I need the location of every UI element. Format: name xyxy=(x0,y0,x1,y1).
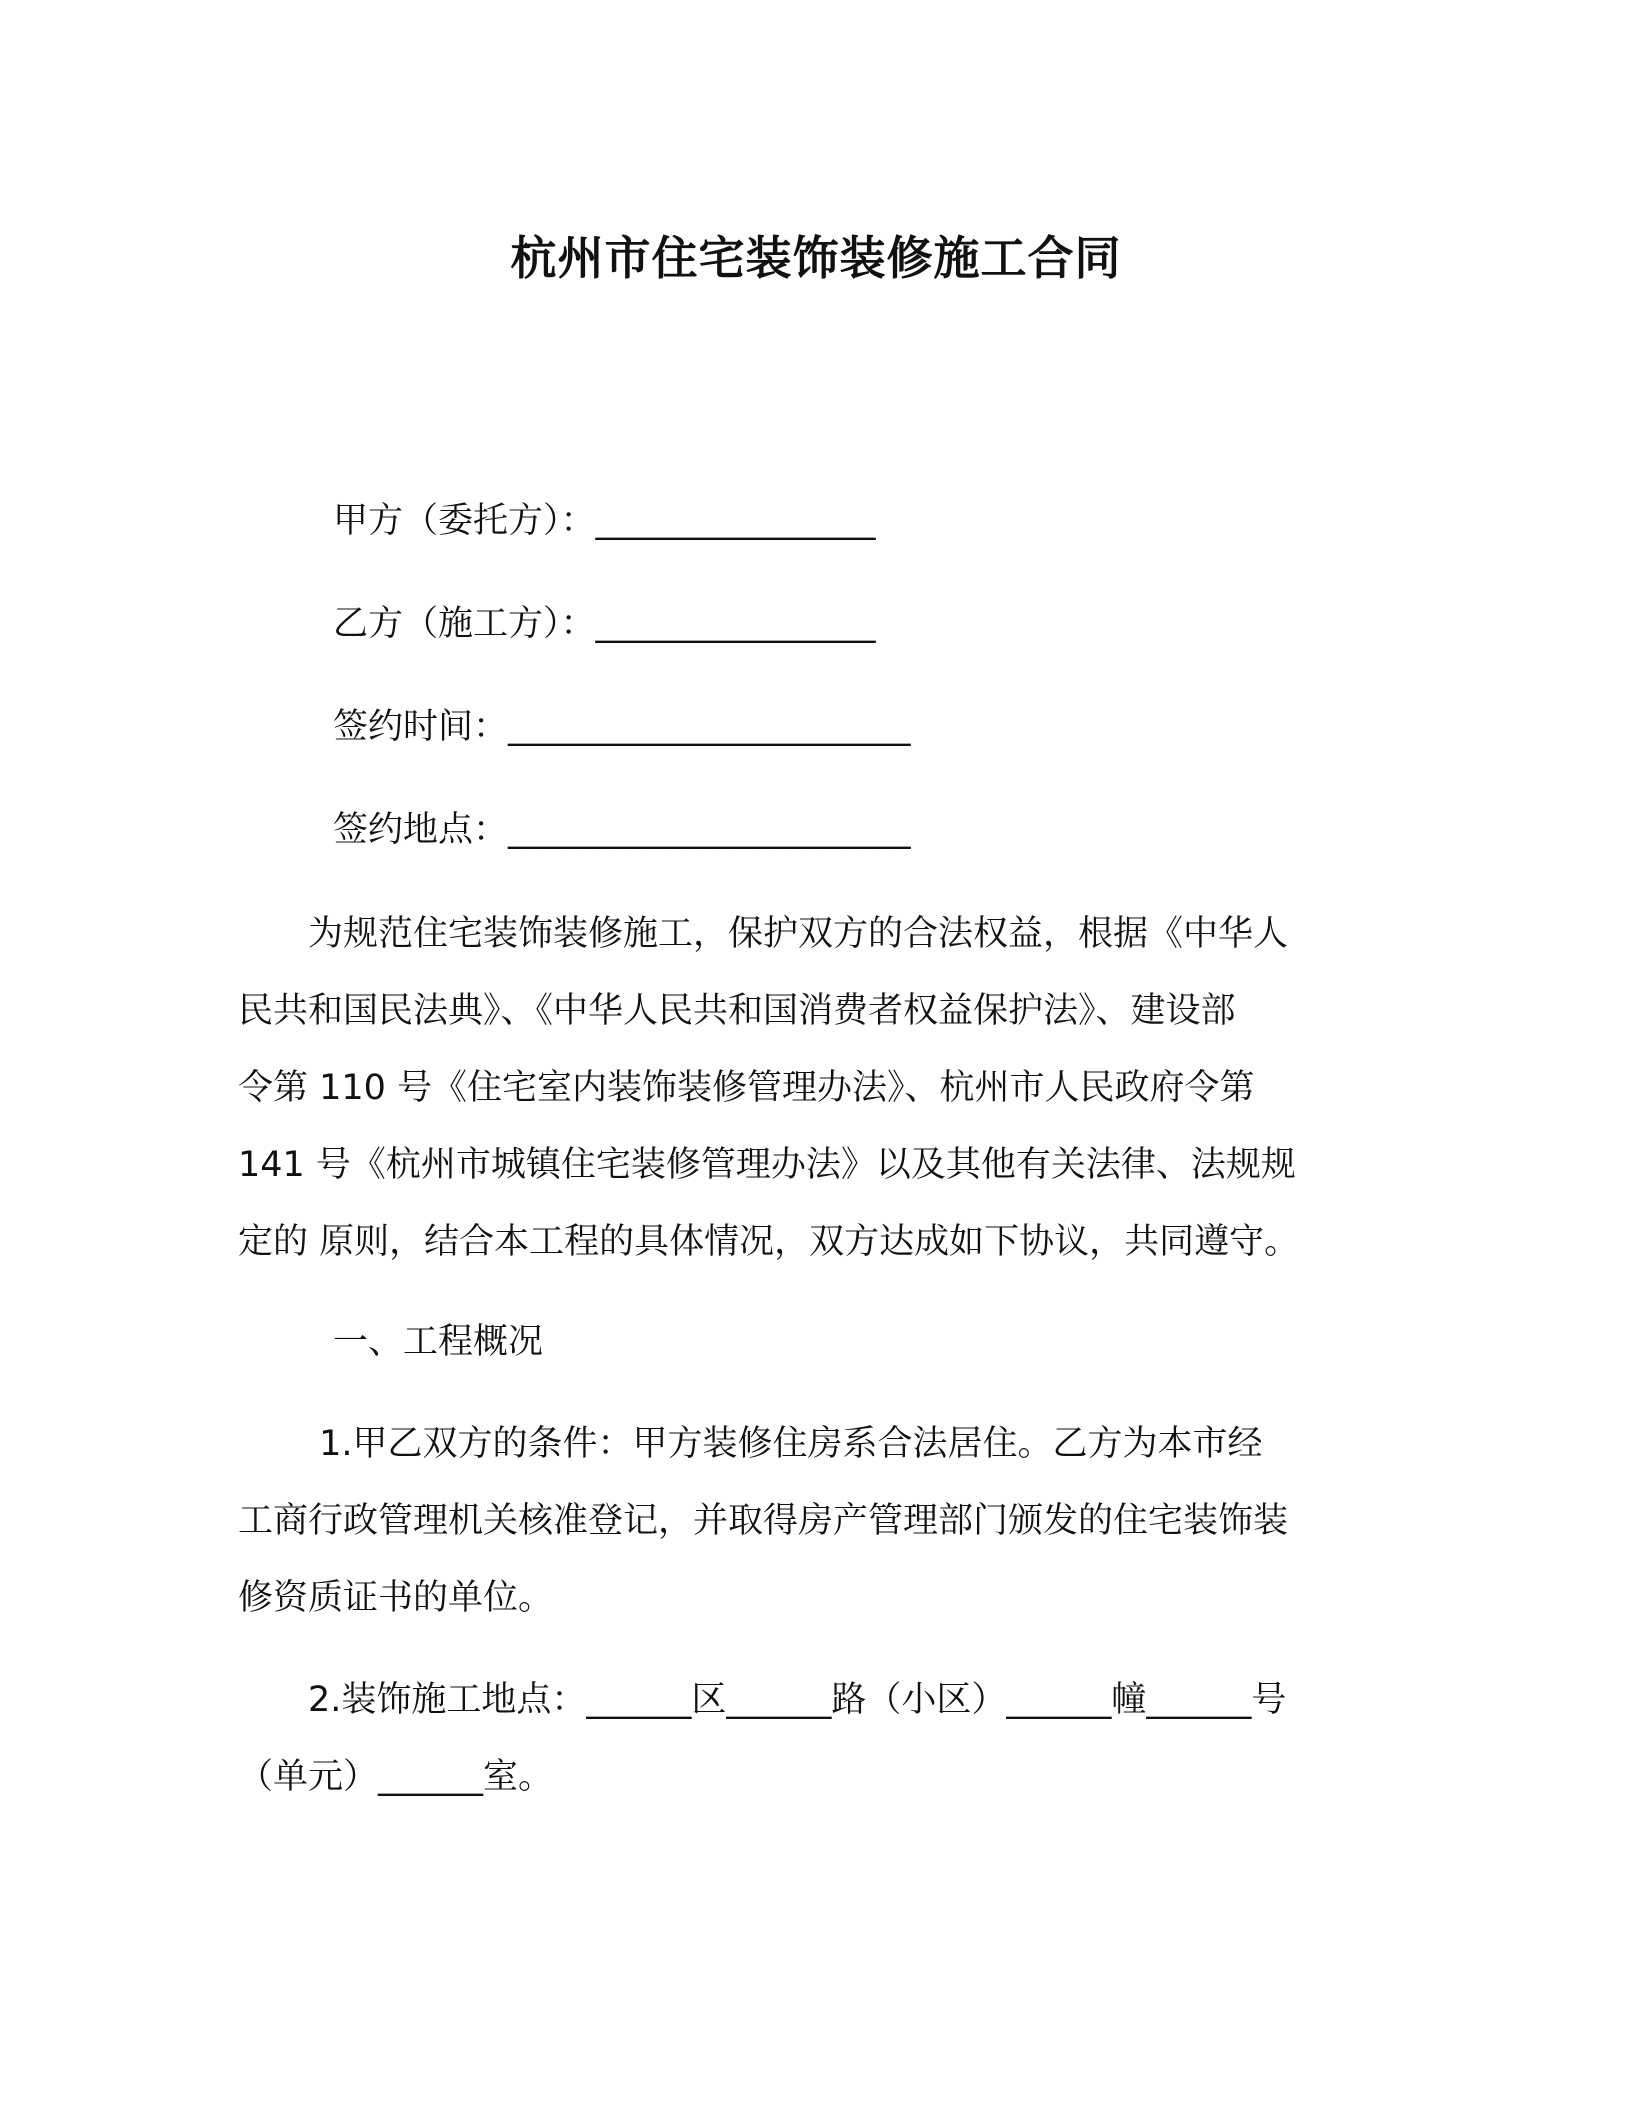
preamble-line: 令第 110 号《住宅室内装饰装修管理办法》、杭州市人民政府令第 xyxy=(238,1068,1255,1108)
sign-place-field: 签约地点：_______________________ xyxy=(333,810,911,850)
party-a-field: 甲方（委托方）：________________ xyxy=(333,501,876,541)
item-1-line: 工商行政管理机关核准登记，并取得房产管理部门颁发的住宅装饰装 xyxy=(238,1501,1289,1541)
preamble-line: 为规范住宅装饰装修施工，保护双方的合法权益，根据《中华人 xyxy=(238,914,1289,954)
item-1-line: 修资质证书的单位。 xyxy=(238,1578,554,1618)
section-heading: 一、工程概况 xyxy=(333,1322,544,1362)
party-b-field: 乙方（施工方）：________________ xyxy=(333,604,876,644)
document-title: 杭州市住宅装饰装修施工合同 xyxy=(510,231,1122,285)
item-1-line: 1.甲乙双方的条件：甲方装修住房系合法居住。乙方为本市经 xyxy=(238,1424,1263,1464)
preamble-line: 141 号《杭州市城镇住宅装修管理办法》以及其他有关法律、法规规 xyxy=(238,1145,1296,1185)
item-1-paragraph xyxy=(238,1406,1388,1637)
preamble-line: 定的 原则，结合本工程的具体情况，双方达成如下协议，共同遵守。 xyxy=(238,1222,1300,1262)
preamble-paragraph xyxy=(238,896,1388,1281)
item-2-line: 2.装饰施工地点：______区______路（小区）______幢______号 xyxy=(238,1680,1287,1720)
sign-time-field: 签约时间：_______________________ xyxy=(333,707,911,747)
item-2-line: （单元）______室。 xyxy=(238,1757,554,1797)
preamble-line: 民共和国民法典》、《中华人民共和国消费者权益保护法》、建设部 xyxy=(238,991,1236,1031)
item-2-paragraph xyxy=(238,1662,1388,1816)
